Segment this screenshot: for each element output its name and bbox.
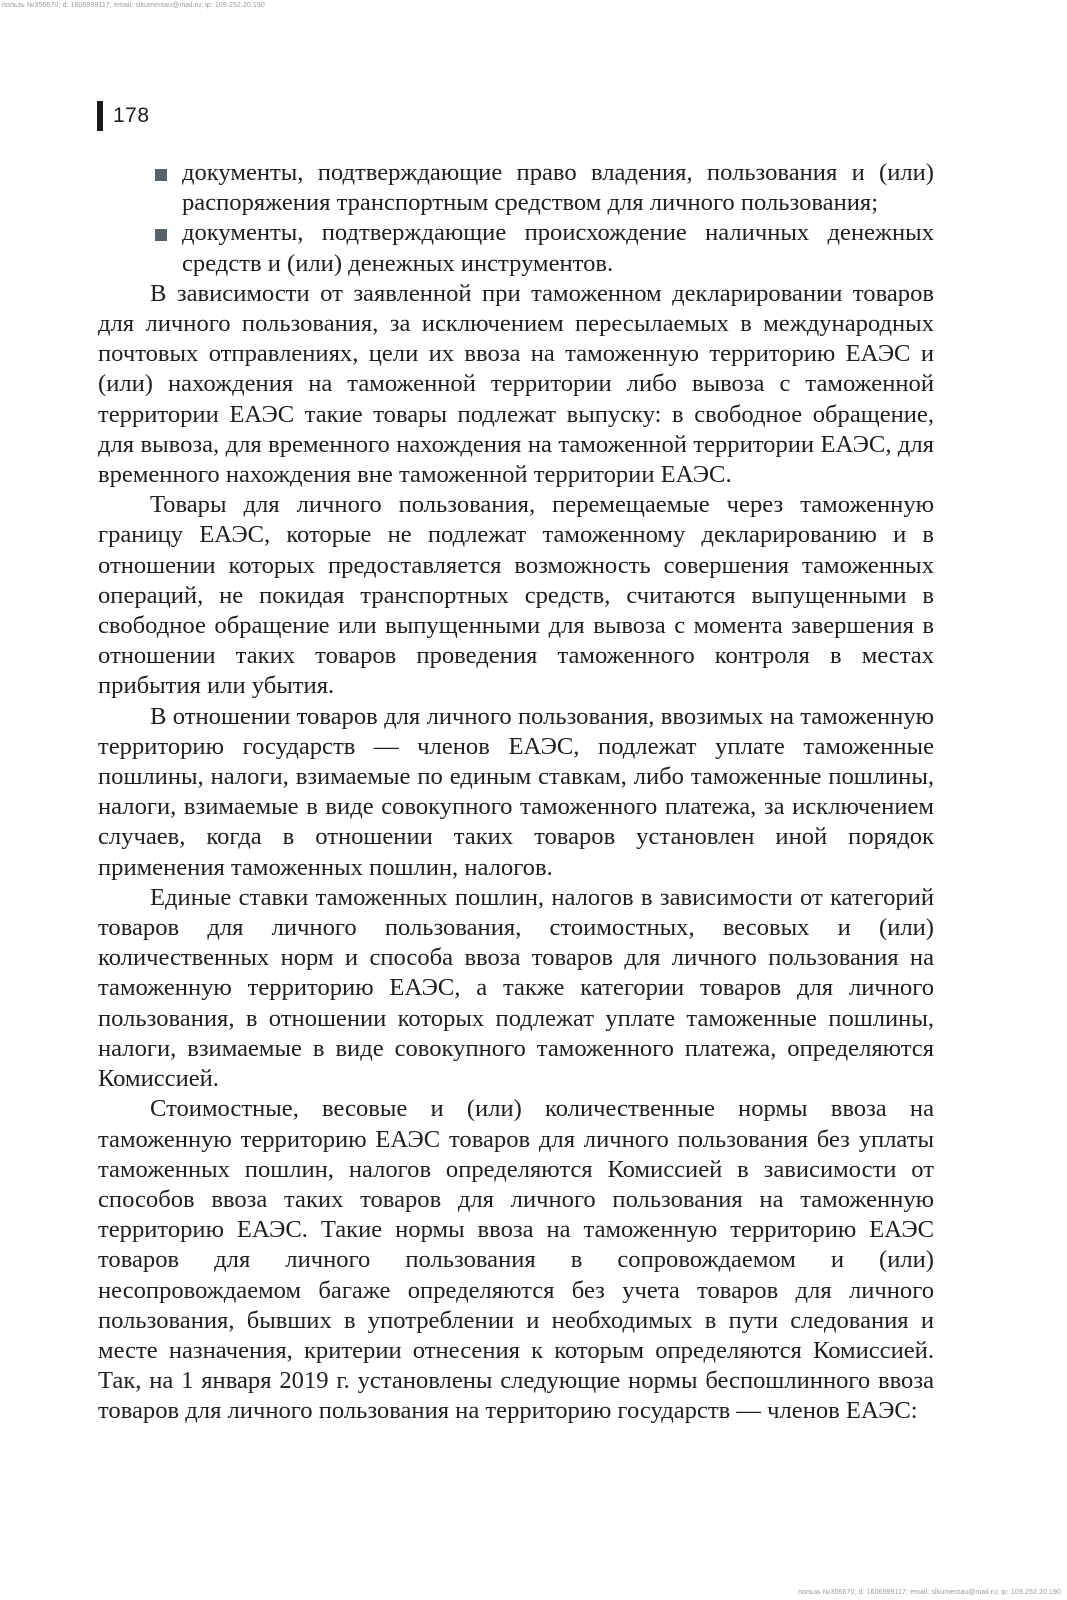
page-body bbox=[98, 158, 934, 1427]
paragraph: Товары для личного пользования, перемещаемые через таможенную границу ЕАЭС, которые не подлежат таможенному декларированию и в отношении которых предоставляется возможность совершения таможенных операций, не покидая транспортных средств, считаются выпущенными в свободное обращение или выпущенными для вывоза с момента завершения в отношении таких товаров проведения таможенного контроля в местах прибытия или убытия. bbox=[98, 491, 934, 700]
page-header bbox=[97, 101, 150, 131]
bullet-item bbox=[98, 158, 934, 218]
watermark-bottom: пользь №356670; d: 1606999117; email: slkumentau@mail.ru; ip: 109.252.20.190 bbox=[798, 1589, 1061, 1596]
page-number: 178 bbox=[113, 104, 150, 127]
watermark-top: пользь №356670; d: 1606999117; email: slkumentau@mail.ru; ip: 109.252.20.190 bbox=[2, 2, 265, 9]
paragraph: В отношении товаров для личного пользования, ввозимых на таможенную территорию государств — членов ЕАЭС, подлежат уплате таможенные пошлины, налоги, взимаемые по единым ставкам, либо таможенные пошлины, налоги, взимаемые в виде совокупного таможенного платежа, за исключением случаев, когда в отношении таких товаров установлен иной порядок применения таможенных пошлин, налогов. bbox=[98, 702, 934, 881]
paragraph: В зависимости от заявленной при таможенном декларировании товаров для личного пользования, за исключением пересылаемых в международных почтовых отправлениях, цели их ввоза на таможенную территорию ЕАЭС и (или) нахождения на таможенной территории либо вывоза с таможенной территории ЕАЭС такие товары подлежат выпуску: в свободное обращение, для вывоза, для временного нахождения на таможенной территории ЕАЭС, для временного нахождения вне таможенной территории ЕАЭС. bbox=[98, 279, 934, 489]
page-marker-bar bbox=[97, 101, 103, 131]
bullet-item bbox=[98, 218, 934, 278]
bullet-text: документы, подтверждающие право владения, пользования и (или) распоряжения транспортным средством для личного пользования; bbox=[182, 159, 934, 217]
bullet-list bbox=[98, 158, 934, 279]
paragraph: Стоимостные, весовые и (или) количественные нормы ввоза на таможенную территорию ЕАЭС товаров для личного пользования без уплаты таможенных пошлин, налогов определяются Комиссией в зависимости от способов ввоза таких товаров для личного пользования на таможенную территорию ЕАЭС. Такие нормы ввоза на таможенную территорию ЕАЭС товаров для личного пользования в сопровождаемом и (или) несопровождаемом багаже определяются без учета товаров для личного пользования, бывших в употреблении и необходимых в пути следования и месте назначения, критерии отнесения к которым определяются Комиссией. Так, на 1 января 2019 г. установлены следующие нормы беспошлинного ввоза товаров для личного пользования на территорию государств — членов ЕАЭС: bbox=[98, 1095, 934, 1425]
bullet-text: документы, подтверждающие происхождение наличных денежных средств и (или) денежных инструментов. bbox=[182, 219, 934, 277]
paragraph: Единые ставки таможенных пошлин, налогов в зависимости от категорий товаров для личного пользования, стоимостных, весовых и (или) количественных норм и способа ввоза товаров для личного пользования на таможенную территорию ЕАЭС, а также категории товаров для личного пользования, в отношении которых подлежат уплате таможенные пошлины, налоги, взимаемые в виде совокупного таможенного платежа, определяются Комиссией. bbox=[98, 883, 934, 1093]
square-bullet-icon bbox=[155, 229, 167, 241]
square-bullet-icon bbox=[155, 169, 167, 181]
